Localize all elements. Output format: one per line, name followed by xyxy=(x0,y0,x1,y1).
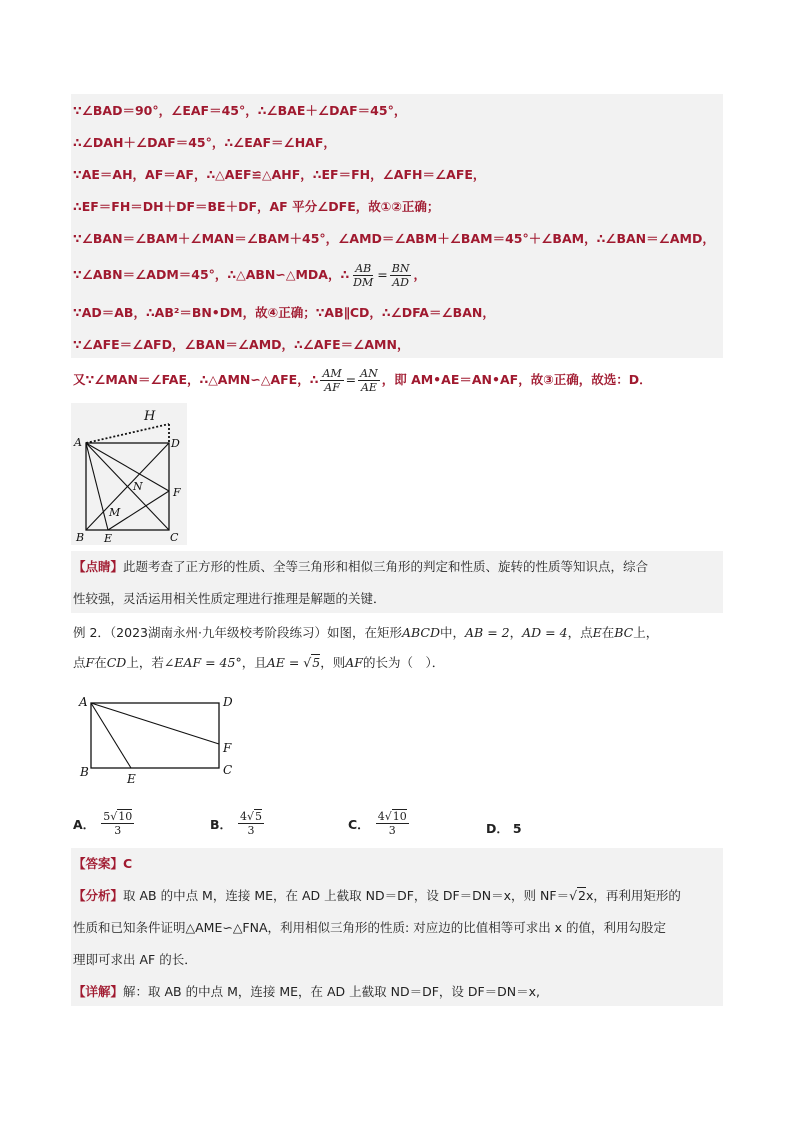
label-f: F xyxy=(223,741,232,755)
fraction-numerator: AB xyxy=(355,261,372,275)
analysis-text: x，再利用矩形的 xyxy=(586,888,681,903)
fraction-bn-ad xyxy=(390,262,412,289)
figure-square-diagram xyxy=(71,403,187,545)
fraction-denominator: 3 xyxy=(247,824,255,837)
example-text: 上，若 xyxy=(126,655,164,670)
example-text: ，则 xyxy=(320,655,346,670)
figure-rectangle-diagram xyxy=(75,692,245,788)
option-c-fraction xyxy=(376,810,409,837)
detail-text: 解：取 AB 的中点 M，连接 ME，在 AD 上截取 ND＝DF，设 DF＝DN＝x, xyxy=(123,984,541,999)
option-letter: D． xyxy=(486,821,509,836)
example-line-2: 点F在CD上，若∠EAF = 45°，且AE = √5，则AF的长为（ ）． xyxy=(73,655,445,670)
math-point-f: F xyxy=(85,655,95,670)
example-text: ，且 xyxy=(241,655,267,670)
equals-sign: = xyxy=(377,267,388,282)
comment-text-1: 此题考查了正方形的性质、全等三角形和相似三角形的判定和性质、旋转的性质等知识点，综合 xyxy=(123,559,649,574)
fraction-numerator: 4√5 xyxy=(240,810,263,823)
line6-suffix: ， xyxy=(413,267,426,282)
detail-tag: 【详解】 xyxy=(73,984,124,999)
analysis-tag: 【分析】 xyxy=(73,888,124,903)
line9-prefix: 又∵∠MAN＝∠FAE，∴△AMN∽△AFE，∴ xyxy=(73,372,319,387)
solution-line-2: ∴∠DAH＋∠DAF＝45°，∴∠EAF＝∠HAF， xyxy=(73,135,336,150)
example-text: 点 xyxy=(73,655,86,670)
option-letter: A． xyxy=(73,816,96,832)
label-b: B xyxy=(80,765,89,779)
option-a[interactable] xyxy=(73,810,136,837)
comment-line-1 xyxy=(73,558,648,576)
label-m: M xyxy=(109,506,121,519)
solution-line-4: ∴EF＝FH＝DH＋DF＝BE＋DF，AF 平分∠DFE，故①②正确； xyxy=(73,199,440,214)
example-text: ，点 xyxy=(567,625,593,640)
fraction-numerator: 5√10 xyxy=(103,810,133,823)
math-ad: AD = 4 xyxy=(522,625,568,640)
detail-line xyxy=(73,983,540,1001)
option-b[interactable] xyxy=(210,810,266,837)
example-text: 在 xyxy=(601,625,615,640)
math-point-e: E xyxy=(592,625,602,640)
math-ab: AB = 2 xyxy=(465,625,510,640)
option-d[interactable] xyxy=(486,819,522,837)
math-root: 5 xyxy=(312,655,321,670)
solution-line-7: ∵AD＝AB，∴AB²＝BN•DM，故④正确；∵AB∥CD，∴∠DFA＝∠BAN， xyxy=(73,305,495,320)
example-text: 例 2．（2023湖南永州·九年级校考阶段练习）如图，在矩形 xyxy=(73,625,402,640)
math-ae: AE = xyxy=(266,655,300,670)
math-af: AF xyxy=(345,655,363,670)
math-root: 2 xyxy=(578,888,586,903)
label-a: A xyxy=(79,695,88,709)
label-h: H xyxy=(144,409,156,424)
example-text: 中， xyxy=(440,625,466,640)
fraction-numerator: BN xyxy=(391,261,410,275)
fraction-denominator: AF xyxy=(324,380,340,394)
option-letter: C． xyxy=(348,816,370,832)
answer-value: C xyxy=(123,856,133,871)
label-b: B xyxy=(76,531,85,544)
example-line-1 xyxy=(73,624,658,642)
analysis-line-2: 性质和已知条件证明△AME∽△FNA，利用相似三角形的性质: 对应边的比值相等可求出 x 的值，利用勾股定 xyxy=(73,920,667,935)
fraction-denominator: 3 xyxy=(388,824,396,837)
fraction-am-af xyxy=(320,367,343,394)
solution-line-9 xyxy=(73,364,652,396)
answer-tag: 【答案】 xyxy=(73,856,124,871)
fraction-an-ae xyxy=(358,367,380,394)
option-value: 5 xyxy=(512,820,522,836)
math-cd: CD xyxy=(106,655,127,670)
option-letter: B． xyxy=(210,816,233,832)
answer-line xyxy=(73,855,132,873)
fraction-denominator: AD xyxy=(392,275,409,289)
coefficient: 4 xyxy=(377,810,385,823)
analysis-text: 取 AB 的中点 M，连接 ME，在 AD 上截取 ND＝DF，设 DF＝DN＝x，则 NF＝ xyxy=(123,888,570,903)
label-f: F xyxy=(173,486,181,499)
option-a-fraction xyxy=(101,810,134,837)
segment-af xyxy=(91,703,219,744)
fraction-numerator: AN xyxy=(360,366,378,380)
radicand: 10 xyxy=(392,810,407,823)
fraction-numerator: AM xyxy=(322,366,342,380)
option-c[interactable] xyxy=(348,810,411,837)
example-text: 的长为（ ）． xyxy=(362,655,445,670)
label-c: C xyxy=(170,531,179,544)
option-b-fraction xyxy=(238,810,264,837)
label-n: N xyxy=(133,480,143,493)
line9-suffix: ，即 AM•AE＝AN•AF，故③正确，故选：D． xyxy=(381,372,652,387)
label-e: E xyxy=(104,532,113,545)
solution-line-6 xyxy=(73,259,426,291)
example-text: 上， xyxy=(633,625,659,640)
coefficient: 5 xyxy=(103,810,111,823)
comment-line-2: 性较强，灵活运用相关性质定理进行推理是解题的关键． xyxy=(73,591,386,606)
radicand: 10 xyxy=(118,810,133,823)
example-text: 在 xyxy=(94,655,107,670)
example-text: ， xyxy=(509,625,523,640)
coefficient: 4 xyxy=(240,810,248,823)
label-d: D xyxy=(171,437,180,450)
label-a: A xyxy=(74,436,82,449)
solution-line-5: ∵∠BAN＝∠BAM＋∠MAN＝∠BAM＋45°，∠AMD＝∠ABM＋∠BAM＝45°＋∠BAM，∴∠BAN＝∠AMD， xyxy=(73,231,715,246)
analysis-line-3: 理即可求出 AF 的长． xyxy=(73,952,197,967)
math-rect-name: ABCD xyxy=(401,625,440,640)
fraction-numerator: 4√10 xyxy=(377,810,407,823)
solution-line-1: ∵∠BAD＝90°，∠EAF＝45°，∴∠BAE＋∠DAF＝45°， xyxy=(73,103,407,118)
label-d: D xyxy=(223,695,233,709)
fraction-denominator: AE xyxy=(360,380,377,394)
fraction-denominator: 3 xyxy=(114,824,122,837)
math-bc: BC xyxy=(614,625,634,640)
fraction-denominator: DM xyxy=(353,275,374,289)
comment-tag: 【点睛】 xyxy=(73,559,124,574)
math-angle: ∠EAF = 45° xyxy=(163,655,242,670)
equals-sign: = xyxy=(345,372,357,387)
label-c: C xyxy=(223,763,233,777)
segment-ae xyxy=(91,703,131,768)
radicand: 5 xyxy=(255,810,263,823)
solution-line-8: ∵∠AFE＝∠AFD，∠BAN＝∠AMD，∴∠AFE＝∠AMN， xyxy=(73,337,410,352)
line6-prefix: ∵∠ABN＝∠ADM＝45°，∴△ABN∽△MDA，∴ xyxy=(73,267,350,282)
analysis-line-1: 【分析】取 AB 的中点 M，连接 ME，在 AD 上截取 ND＝DF，设 DF＝DN＝x，则 NF＝√2x，再利用矩形的 xyxy=(73,888,681,903)
label-e: E xyxy=(127,772,136,786)
fraction-ab-dm xyxy=(351,262,375,289)
solution-line-3: ∵AE＝AH，AF＝AF，∴△AEF≌△AHF，∴EF＝FH，∠AFH＝∠AFE， xyxy=(73,167,486,182)
rectangle-abcd xyxy=(91,703,219,768)
